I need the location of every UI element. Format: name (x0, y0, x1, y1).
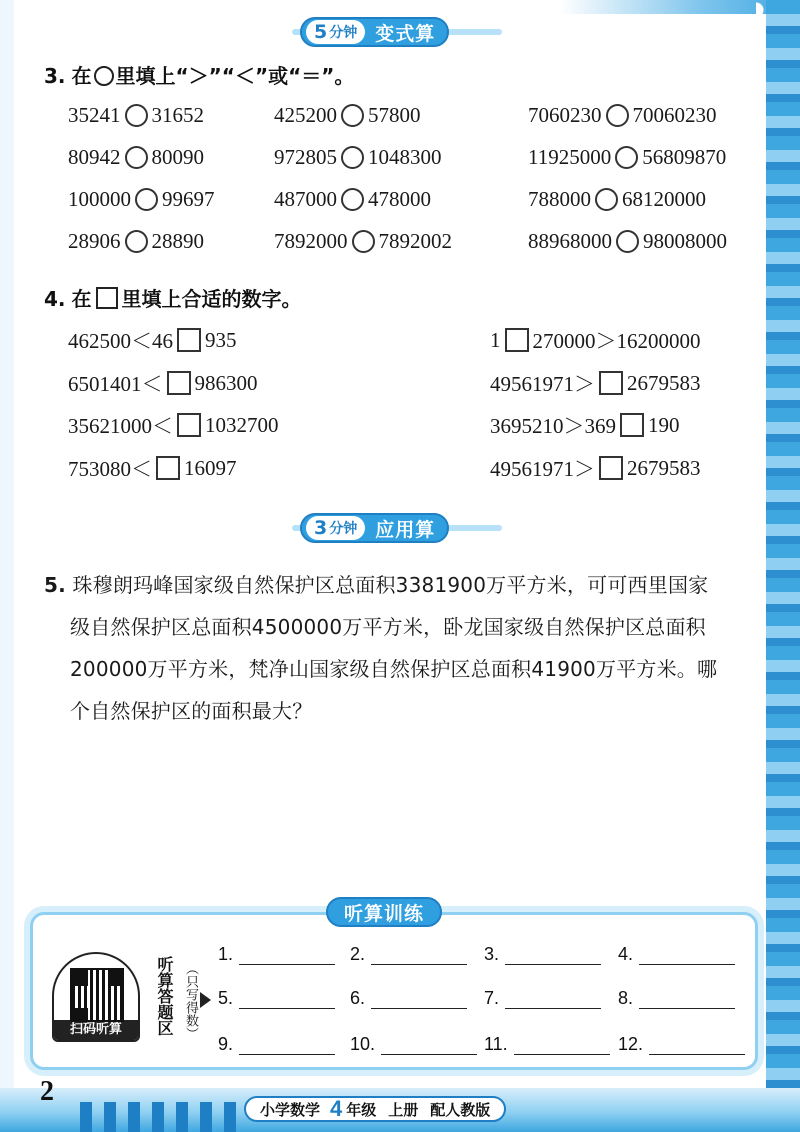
fill-digit-post: 190 (648, 412, 680, 437)
question-3-title: 3. 在 里填上“＞”“＜”或“＝”。 (44, 64, 355, 88)
problem-line: 个自然保护区的面积最大？ (70, 699, 313, 723)
fill-digit-post: 2679583 (627, 370, 701, 395)
comparison-left: 100000 (68, 187, 131, 211)
answer-number: 2. (350, 944, 366, 964)
comparison-right: 57800 (368, 103, 421, 127)
page-number: 2 (40, 1076, 54, 1107)
fill-digit-post: 270000＞16200000 (532, 329, 701, 353)
comparison-circle-blank[interactable] (352, 230, 375, 253)
fill-digit-post: 2679583 (627, 455, 701, 480)
listening-header-pill (326, 897, 442, 927)
question-4-title: 4. 在 里填上合适的数字。 (44, 287, 302, 311)
comparison-item (68, 103, 204, 128)
section-title: 应用算 (375, 518, 436, 541)
answer-number: 7. (484, 988, 500, 1008)
qr-label: 扫码听算 (54, 1020, 138, 1040)
fill-digit-pre: 6501401＜ (68, 372, 163, 396)
fill-digit-pre: 35621000＜ (68, 414, 173, 438)
answer-number: 6. (350, 988, 366, 1008)
answer-line[interactable] (371, 991, 467, 1009)
answer-number: 12. (618, 1034, 644, 1054)
answer-line[interactable] (381, 1037, 477, 1055)
minutes-badge: 5 分钟 (306, 20, 365, 44)
comparison-circle-blank[interactable] (615, 146, 638, 169)
fill-digit-box[interactable] (599, 456, 623, 480)
fill-digit-item (490, 410, 680, 440)
comparison-left: 28906 (68, 229, 121, 253)
answer-line[interactable] (239, 1037, 335, 1055)
circle-shape-icon (94, 66, 114, 86)
arrow-right-icon (200, 992, 211, 1008)
problem-line: 200000万平方米，梵净山国家级自然保护区总面积41900万平方米。哪 (70, 657, 718, 681)
section-title: 变式算 (375, 22, 436, 45)
comparison-right: 70060230 (632, 103, 717, 127)
answer-area-label: 听算答题区 (155, 956, 174, 1036)
comparison-left: 35241 (68, 103, 121, 127)
fill-digit-pre: 3695210＞369 (490, 414, 616, 438)
footer-stripes (80, 1102, 240, 1132)
fill-digit-box[interactable] (177, 413, 201, 437)
fill-digit-item (68, 325, 237, 355)
comparison-right: 31652 (151, 103, 204, 127)
comparison-circle-blank[interactable] (125, 230, 148, 253)
answer-line[interactable] (505, 991, 601, 1009)
answer-blank[interactable] (484, 944, 601, 965)
page-frame-left (0, 0, 14, 1132)
section-header-pill (300, 513, 449, 543)
fill-digit-item (68, 410, 279, 440)
answer-blank[interactable] (618, 1034, 745, 1055)
fill-digit-post: 935 (205, 327, 237, 352)
answer-line[interactable] (649, 1037, 745, 1055)
comparison-item (528, 187, 706, 212)
answer-blank[interactable] (484, 988, 601, 1009)
section-header-variant (300, 16, 449, 48)
comparison-right: 56809870 (642, 145, 727, 169)
comparison-right: 28890 (151, 229, 204, 253)
answer-blank[interactable] (218, 944, 335, 965)
comparison-circle-blank[interactable] (135, 188, 158, 211)
comparison-circle-blank[interactable] (595, 188, 618, 211)
answer-blank[interactable] (618, 988, 735, 1009)
comparison-right: 7892002 (378, 229, 452, 253)
comparison-item (274, 103, 421, 128)
fill-digit-post: 986300 (194, 370, 258, 395)
fill-digit-pre: 1 (490, 327, 501, 352)
fill-digit-box[interactable] (156, 456, 180, 480)
comparison-circle-blank[interactable] (616, 230, 639, 253)
comparison-right: 478000 (368, 187, 431, 211)
answer-area-note: （只写得数） (183, 962, 198, 1040)
qr-code-box[interactable] (52, 952, 140, 1042)
footer-grade-unit: 年级 (346, 1100, 377, 1119)
answer-line[interactable] (239, 991, 335, 1009)
comparison-item (274, 187, 431, 212)
fill-digit-pre: 49561971＞ (490, 372, 595, 396)
comparison-left: 487000 (274, 187, 337, 211)
footer-volume: 上册 (388, 1100, 419, 1119)
answer-blank[interactable] (350, 988, 467, 1009)
fill-digit-item (490, 368, 701, 398)
answer-line[interactable] (505, 947, 601, 965)
footer-grade-number: 4 (330, 1096, 343, 1121)
fill-digit-item (68, 368, 258, 398)
comparison-circle-blank[interactable] (606, 104, 629, 127)
comparison-circle-blank[interactable] (125, 146, 148, 169)
footer-book-info (244, 1096, 506, 1122)
comparison-item (68, 229, 204, 254)
comparison-left: 11925000 (528, 145, 612, 169)
comparison-right: 98008000 (643, 229, 727, 253)
fill-digit-post: 16097 (184, 455, 237, 480)
answer-line[interactable] (239, 947, 335, 965)
fill-digit-pre: 49561971＞ (490, 457, 595, 481)
comparison-item (528, 103, 717, 128)
comparison-left: 7060230 (528, 103, 602, 127)
fill-digit-item (490, 325, 701, 355)
answer-line[interactable] (639, 991, 735, 1009)
listening-title: 听算训练 (344, 902, 425, 925)
minutes-badge: 3 分钟 (306, 516, 365, 540)
square-shape-icon (96, 287, 118, 309)
problem-line: 5. 珠穆朗玛峰国家级自然保护区总面积3381900万平方米，可可西里国家 (44, 573, 709, 597)
fill-digit-box[interactable] (177, 328, 201, 352)
comparison-left: 972805 (274, 145, 337, 169)
comparison-item (68, 187, 215, 212)
comparison-right: 1048300 (368, 145, 442, 169)
fill-digit-pre: 753080＜ (68, 457, 152, 481)
comparison-circle-blank[interactable] (341, 146, 364, 169)
fill-digit-box[interactable] (167, 371, 191, 395)
answer-blank[interactable] (350, 944, 467, 965)
comparison-item (274, 145, 442, 170)
answer-number: 5. (218, 988, 234, 1008)
fill-digit-post: 1032700 (205, 412, 279, 437)
answer-blank[interactable] (350, 1034, 477, 1055)
comparison-right: 99697 (162, 187, 215, 211)
comparison-left: 425200 (274, 103, 337, 127)
answer-number: 1. (218, 944, 234, 964)
answer-line[interactable] (514, 1037, 610, 1055)
answer-number: 10. (350, 1034, 376, 1054)
answer-number: 4. (618, 944, 634, 964)
comparison-left: 88968000 (528, 229, 612, 253)
fill-digit-item (68, 453, 237, 483)
answer-blank[interactable] (218, 988, 335, 1009)
footer-edition: 配人教版 (430, 1100, 491, 1119)
footer-subject: 小学数学 (260, 1100, 321, 1119)
comparison-right: 80090 (151, 145, 204, 169)
fill-digit-box[interactable] (620, 413, 644, 437)
section-header-pill (300, 17, 449, 47)
comparison-item (68, 145, 204, 170)
answer-blank[interactable] (484, 1034, 610, 1055)
listening-header (326, 896, 442, 928)
section-header-applied (300, 512, 449, 544)
answer-number: 9. (218, 1034, 234, 1054)
comparison-item (528, 145, 726, 170)
answer-blank[interactable] (618, 944, 735, 965)
fill-digit-box[interactable] (505, 328, 529, 352)
comparison-left: 80942 (68, 145, 121, 169)
answer-number: 8. (618, 988, 634, 1008)
answer-number: 3. (484, 944, 500, 964)
answer-number: 11. (484, 1034, 508, 1054)
comparison-right: 68120000 (622, 187, 706, 211)
answer-line[interactable] (371, 947, 467, 965)
comparison-circle-blank[interactable] (125, 104, 148, 127)
question-5-text (44, 564, 764, 732)
comparison-item (528, 229, 727, 254)
page-frame-right (766, 0, 800, 1132)
comparison-left: 7892000 (274, 229, 348, 253)
comparison-circle-blank[interactable] (341, 188, 364, 211)
answer-blank[interactable] (218, 1034, 335, 1055)
comparison-item (274, 229, 452, 254)
comparison-left: 788000 (528, 187, 591, 211)
problem-line: 级自然保护区总面积4500000万平方米，卧龙国家级自然保护区总面积 (70, 615, 706, 639)
fill-digit-box[interactable] (599, 371, 623, 395)
answer-line[interactable] (639, 947, 735, 965)
fill-digit-pre: 462500＜46 (68, 329, 173, 353)
fill-digit-item (490, 453, 701, 483)
qr-code-icon[interactable] (70, 968, 124, 1022)
comparison-circle-blank[interactable] (341, 104, 364, 127)
